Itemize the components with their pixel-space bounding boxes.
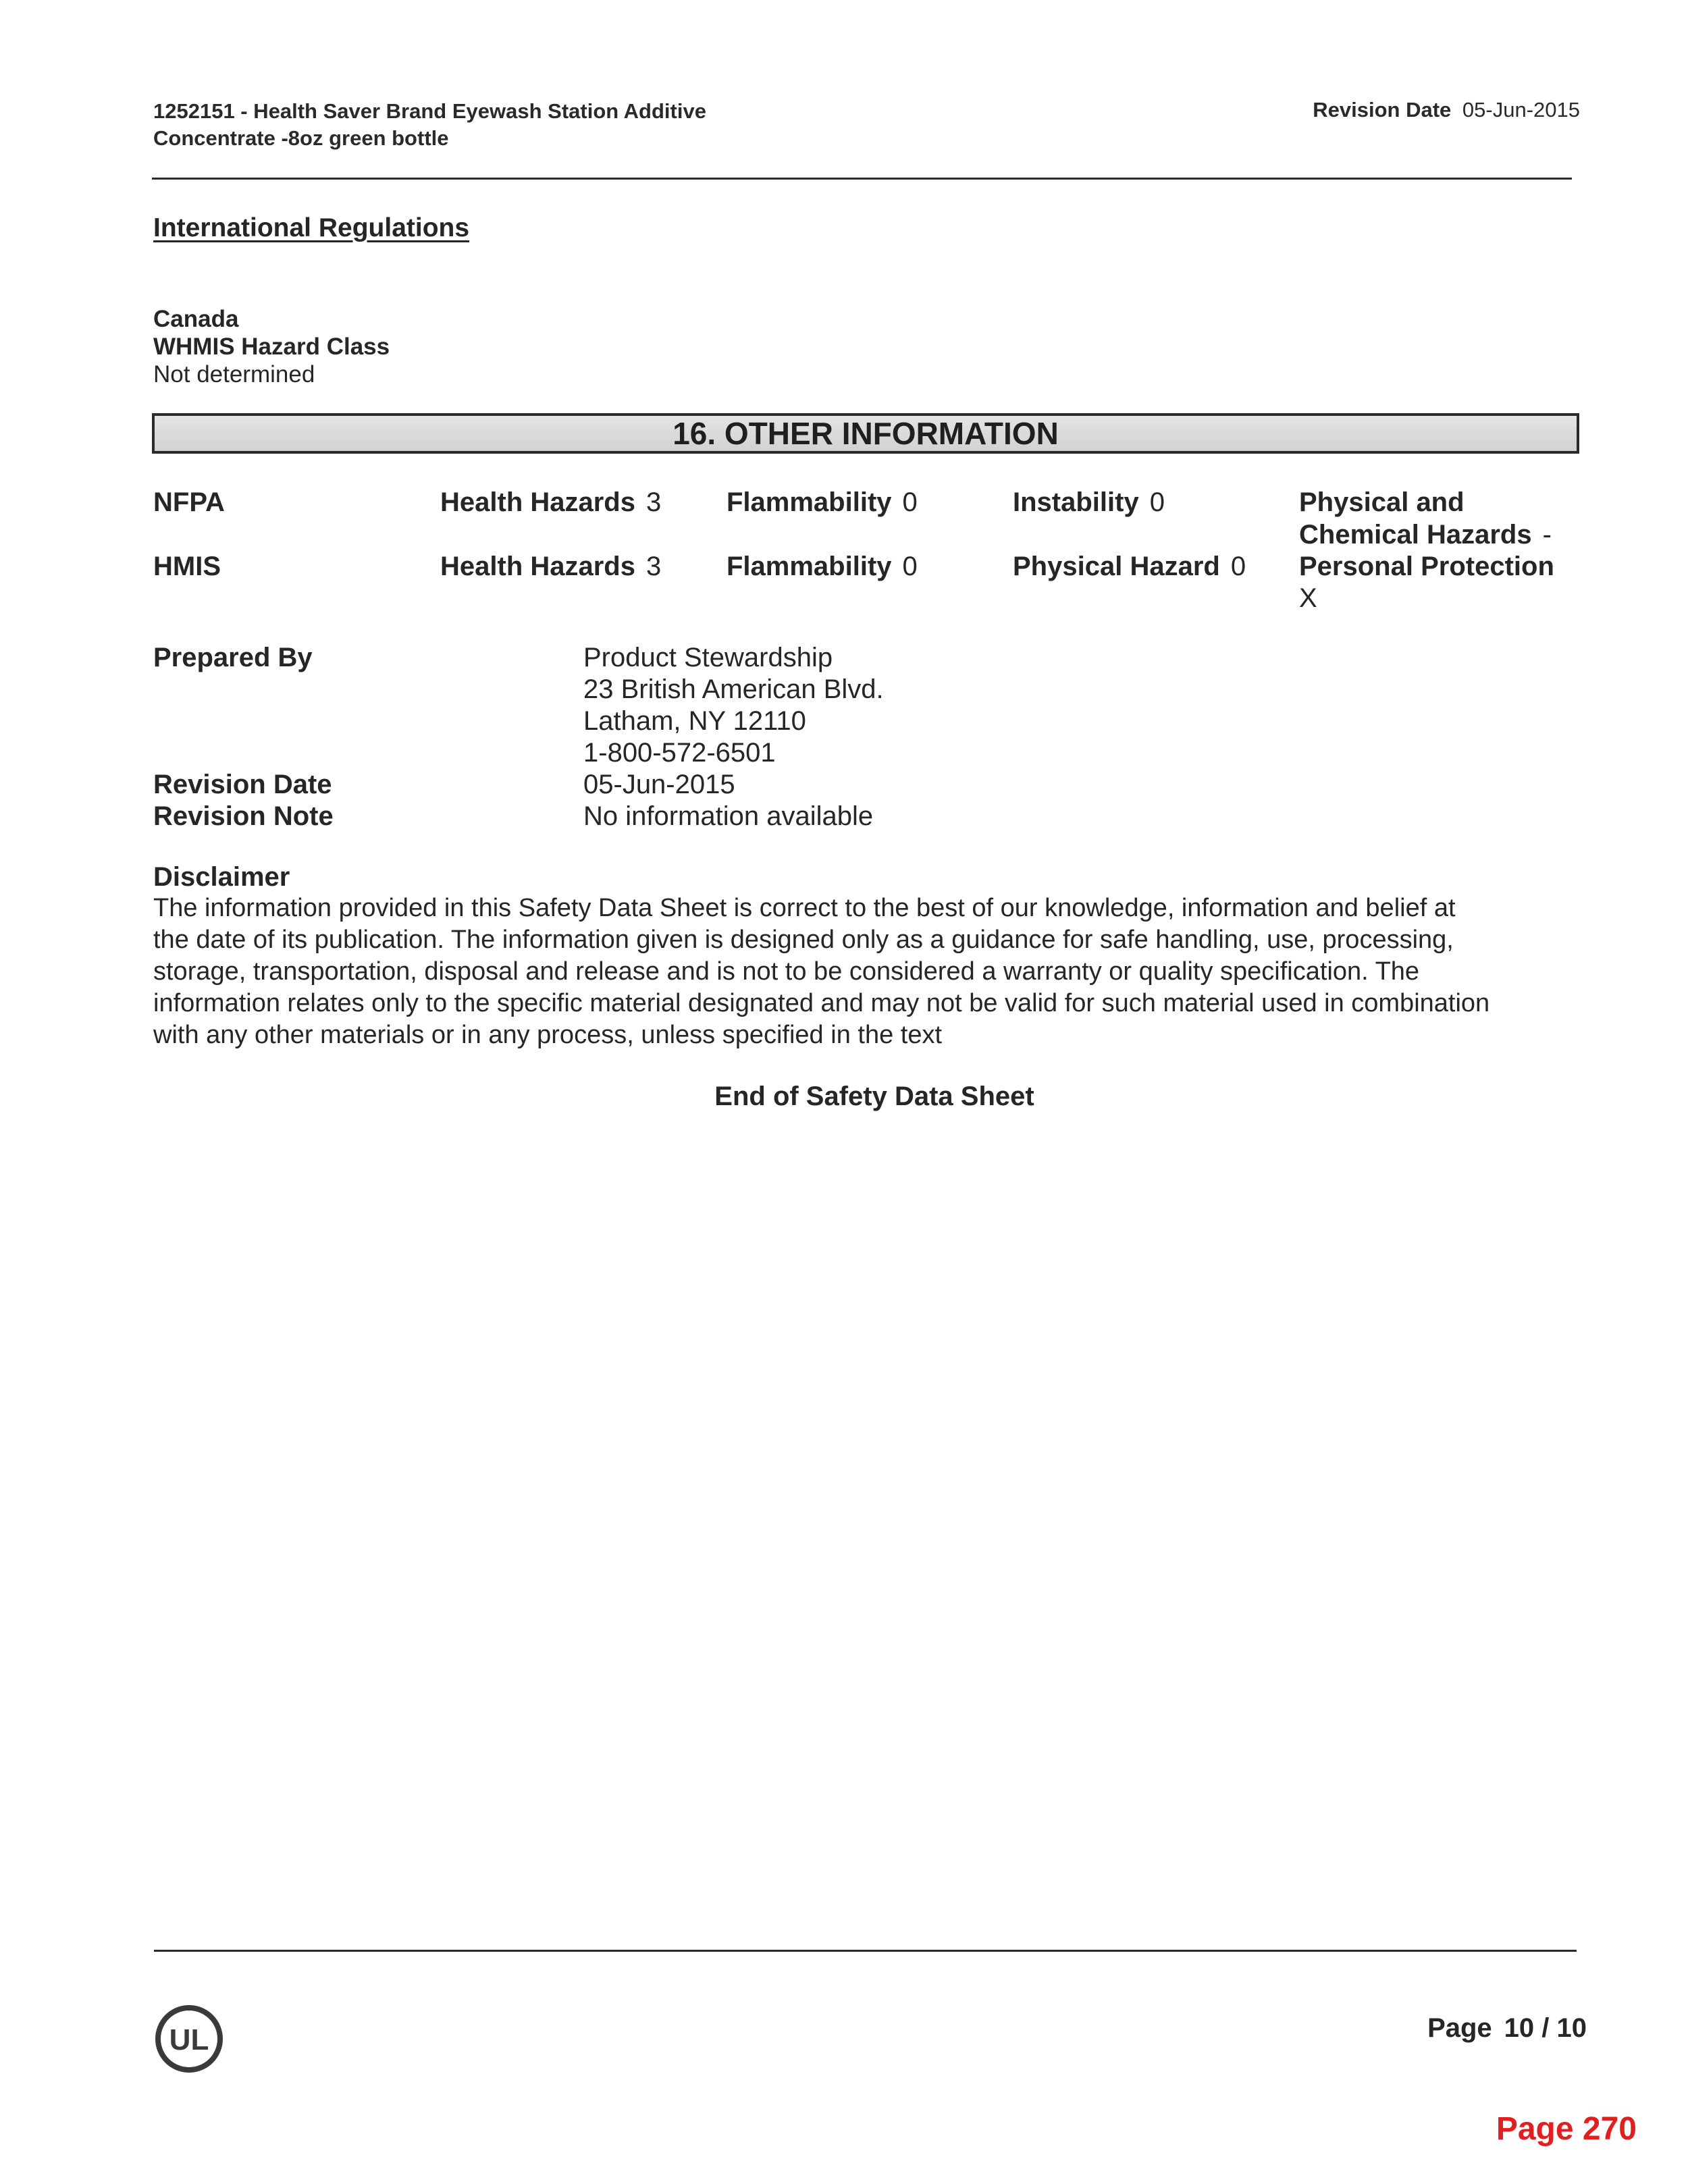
nfpa-health-label: Health Hazards <box>440 487 635 517</box>
prepared-by-line-4: 1-800-572-6501 <box>583 738 776 768</box>
hmis-label: HMIS <box>153 552 221 581</box>
hmis-flammability <box>727 550 918 583</box>
nfpa-instability-label: Instability <box>1013 487 1139 517</box>
nfpa-instability-value: 0 <box>1149 487 1165 517</box>
nfpa-label: NFPA <box>153 487 225 517</box>
nfpa-physchem-line2 <box>1299 518 1552 551</box>
revision-note-value: No information available <box>583 801 874 831</box>
prepared-by-line-3: Latham, NY 12110 <box>583 706 806 736</box>
disclaimer-line-5: with any other materials or in any process, unless specified in the text <box>153 1021 943 1049</box>
revision-note-label: Revision Note <box>153 801 334 831</box>
section-16-header <box>152 413 1579 454</box>
ul-logo-text: UL <box>169 2023 209 2056</box>
page-stamp: Page 270 <box>1496 2111 1637 2147</box>
hmis-protection-label: Personal Protection <box>1299 552 1554 581</box>
hmis-physical-value: 0 <box>1230 552 1246 581</box>
hmis-physical <box>1013 550 1246 583</box>
header-revision-label: Revision Date <box>1313 98 1452 122</box>
product-title-line2: Concentrate -8oz green bottle <box>153 126 449 150</box>
nfpa-instability <box>1013 486 1165 518</box>
hmis-flammability-label: Flammability <box>727 552 892 581</box>
whmis-label: WHMIS Hazard Class <box>153 334 390 360</box>
disclaimer-line-4: information relates only to the specific material designated and may not be valid for such material used in combination <box>153 989 1490 1017</box>
revision-date-label: Revision Date <box>153 770 332 799</box>
prepared-by-line-1: Product Stewardship <box>583 643 833 672</box>
section-16-title: 16. OTHER INFORMATION <box>672 416 1059 451</box>
page-number-value: 10 / 10 <box>1504 2013 1587 2043</box>
page-number <box>1427 2012 1587 2044</box>
prepared-by-line-2: 23 British American Blvd. <box>583 674 884 704</box>
nfpa-physchem-label: Chemical Hazards <box>1299 520 1532 550</box>
prepared-by-label: Prepared By <box>153 643 313 672</box>
ul-logo-icon <box>154 2004 224 2074</box>
footer-divider <box>154 1950 1577 1952</box>
hmis-flammability-value: 0 <box>902 552 918 581</box>
nfpa-health <box>440 486 661 518</box>
hmis-health-value: 3 <box>645 552 662 581</box>
hmis-physical-label: Physical Hazard <box>1013 552 1220 581</box>
header-revision-value: 05-Jun-2015 <box>1462 98 1580 122</box>
revision-date-value: 05-Jun-2015 <box>583 770 735 799</box>
disclaimer-label: Disclaimer <box>153 862 290 892</box>
nfpa-flammability-label: Flammability <box>727 487 892 517</box>
nfpa-health-value: 3 <box>645 487 662 517</box>
header-divider <box>152 178 1572 180</box>
nfpa-flammability <box>727 486 918 518</box>
disclaimer-line-2: the date of its publication. The information given is designed only as a guidance for safe handling, use, processing, <box>153 926 1454 954</box>
whmis-value: Not determined <box>153 361 315 388</box>
disclaimer-line-3: storage, transportation, disposal and release and is not to be considered a warranty or quality specification. The <box>153 957 1420 986</box>
canada-label: Canada <box>153 306 239 332</box>
nfpa-flammability-value: 0 <box>902 487 918 517</box>
hmis-health <box>440 550 661 583</box>
header-revision <box>1313 96 1580 124</box>
hmis-protection-value: X <box>1299 583 1317 613</box>
page-number-label: Page <box>1427 2013 1492 2043</box>
international-regulations-heading: International Regulations <box>153 213 470 242</box>
nfpa-physchem-value: - <box>1542 520 1552 550</box>
product-title-line1: 1252151 - Health Saver Brand Eyewash Station Additive <box>153 99 706 123</box>
hmis-health-label: Health Hazards <box>440 552 635 581</box>
nfpa-physchem-line1: Physical and <box>1299 487 1465 517</box>
disclaimer-line-1: The information provided in this Safety Data Sheet is correct to the best of our knowledge, information and belief at <box>153 894 1456 922</box>
end-of-sheet: End of Safety Data Sheet <box>714 1082 1034 1111</box>
